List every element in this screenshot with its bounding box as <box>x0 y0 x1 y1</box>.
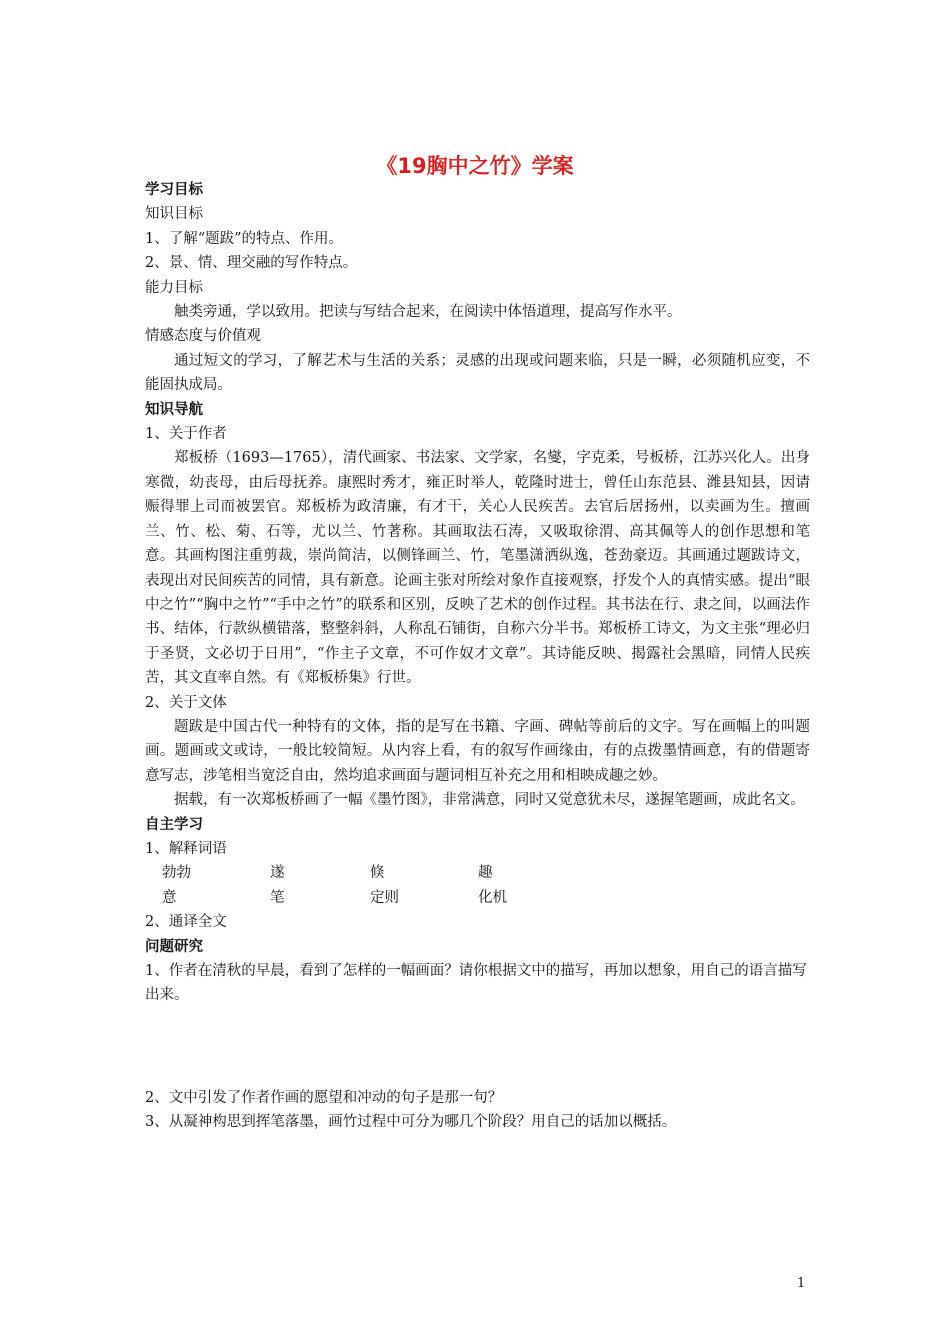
ability-goal-label: 能力目标 <box>145 279 203 296</box>
knowledge-goal-item: 1、了解“题跋”的特点、作用。 <box>145 230 344 247</box>
vocab-word: 笔 <box>270 889 285 906</box>
origin-text: 据载，有一次郑板桥画了一幅《墨竹图》，非常满意，同时又觉意犹未尽，遂握笔题画，成此名文。 <box>174 792 805 809</box>
vocab-word: 定则 <box>370 889 399 906</box>
vocab-word: 倏 <box>370 865 385 882</box>
translate-label: 2、通译全文 <box>145 914 227 931</box>
research-question: 3、从凝神构思到挥笔落墨，画竹过程中可分为哪几个阶段？用自己的话加以概括。 <box>145 1114 677 1131</box>
knowledge-goal-item: 2、景、情、理交融的写作特点。 <box>145 255 358 272</box>
emotion-goal-label: 情感态度与价值观 <box>145 328 261 345</box>
section-heading-goals: 学习目标 <box>145 182 203 198</box>
genre-text: 题跋是中国古代一种特有的文体，指的是写在书籍、字画、碑帖等前后的文字。写在画幅上的叫题画。题画或文或诗，一般比较简短。从内容上看，有的叙写作画缘由，有的点拨墨情画意，有的借题寄意写志，涉笔相当宽泛自由，然均追求画面与题词相互补充之用和相映成趣之妙。 <box>145 718 810 784</box>
vocab-row <box>145 861 810 885</box>
author-text: 郑板桥（1693—1765），清代画家、书法家、文学家，名燮，字克柔，号板桥，江苏兴化人。出身寒微，幼丧母，由后母抚养。康熙时秀才，雍正时举人，乾隆时进士，曾任山东范县、潍县知县，因请赈得罪上司而被罢官。郑板桥为政清廉，有才干，关心人民疾苦。去官后居扬州，以卖画为生。擅画兰、竹、松、菊、石等，尤以兰、竹著称。其画取法石涛，又吸取徐渭、高其佩等人的创作思想和笔意。其画构图注重剪裁，崇尚简洁，以侧锋画兰、竹，笔墨潇洒纵逸，苍劲豪迈。其画通过题跋诗文，表现出对民间疾苦的同情，具有新意。论画主张对所绘对象作直接观察，抒发个人的真情实感。提出“眼中之竹”“胸中之竹”“手中之竹”的联系和区别，反映了艺术的创作过程。其书法在行、隶之间，以画法作书、结体，行款纵横错落，整整斜斜，人称乱石铺街，自称六分半书。郑板桥工诗文，为文主张“理必归于圣贤，文必切于日用”，“作主子文章，不可作奴才文章”。其诗能反映、揭露社会黑暗，同情人民疾苦，其文直率自然。有《郑板桥集》行世。 <box>145 450 810 687</box>
vocab-word: 遂 <box>270 865 285 882</box>
vocab-row <box>145 886 810 910</box>
vocab-word: 化机 <box>478 889 507 906</box>
vocab-label: 1、解释词语 <box>145 840 227 857</box>
page-number: 1 <box>797 1276 806 1291</box>
vocab-word: 意 <box>162 889 177 906</box>
vocab-word: 趣 <box>478 865 493 882</box>
document-body <box>145 178 810 1135</box>
author-label: 1、关于作者 <box>145 426 227 443</box>
research-question: 2、文中引发了作者作画的愿望和冲动的句子是那一句？ <box>145 1089 503 1106</box>
knowledge-goal-label: 知识目标 <box>145 206 203 223</box>
document-title: 《19胸中之竹》学案 <box>376 154 574 178</box>
research-question: 1、作者在清秋的早晨，看到了怎样的一幅画面？请你根据文中的描写，再加以想象，用自己的语言描写出来。 <box>145 963 807 1004</box>
answer-space <box>145 1008 810 1086</box>
emotion-goal-text: 通过短文的学习，了解艺术与生活的关系；灵感的出现或问题来临，只是一瞬，必须随机应变，不能固执成局。 <box>145 352 810 394</box>
genre-label: 2、关于文体 <box>145 694 227 711</box>
vocab-word: 勃勃 <box>162 865 191 882</box>
section-heading-research: 问题研究 <box>145 938 203 955</box>
ability-goal-text: 触类旁通，学以致用。把读与写结合起来，在阅读中体悟道理，提高写作水平。 <box>174 304 682 321</box>
section-heading-guide: 知识导航 <box>145 401 203 418</box>
section-heading-self-study: 自主学习 <box>145 816 203 833</box>
